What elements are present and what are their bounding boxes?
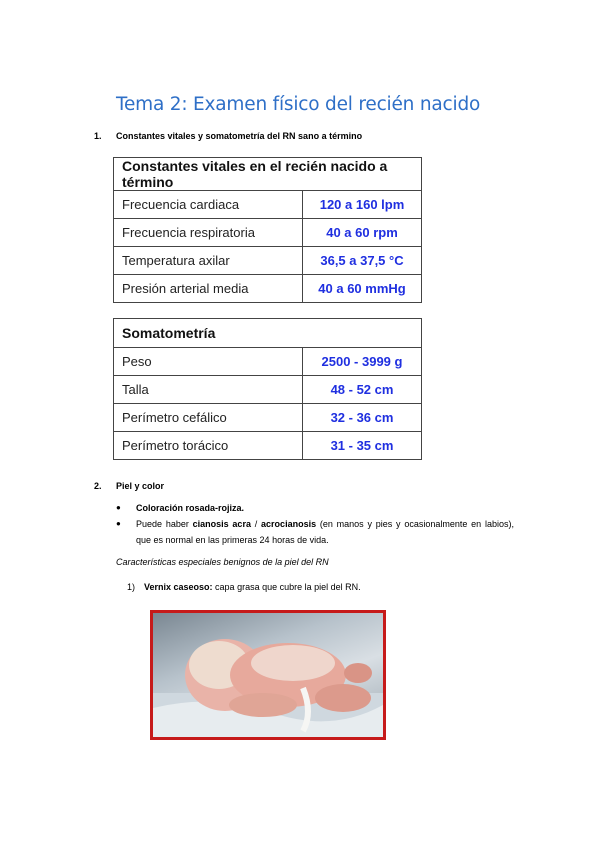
row-label: Frecuencia cardiaca xyxy=(114,191,303,219)
table-row xyxy=(114,275,422,303)
row-value: 31 - 35 cm xyxy=(303,432,422,460)
page-title: Tema 2: Examen físico del recién nacido xyxy=(116,94,481,115)
row-label: Talla xyxy=(114,376,303,404)
section-number: 1. xyxy=(94,131,102,141)
table-row xyxy=(114,376,422,404)
bullet-text: Coloración rosada-rojiza. xyxy=(136,503,245,513)
list-item xyxy=(127,582,361,592)
row-label: Temperatura axilar xyxy=(114,247,303,275)
section-number: 2. xyxy=(94,481,102,491)
row-value: 2500 - 3999 g xyxy=(303,348,422,376)
bullet-term: cianosis acra xyxy=(192,519,251,529)
table-row xyxy=(114,348,422,376)
row-label: Frecuencia respiratoria xyxy=(114,219,303,247)
row-label: Perímetro torácico xyxy=(114,432,303,460)
bullet-text: / xyxy=(250,519,262,529)
somatometry-table-header: Somatometría xyxy=(114,319,422,348)
item-number: 1) xyxy=(127,582,136,592)
skin-features-subtitle: Características especiales benignos de la piel del RN xyxy=(116,557,329,567)
bullet-item xyxy=(116,500,514,516)
bullet-item xyxy=(116,516,514,548)
table-row xyxy=(114,191,422,219)
section-label: Constantes vitales y somatometría del RN sano a término xyxy=(116,131,363,141)
row-value: 40 a 60 mmHg xyxy=(303,275,422,303)
section-label: Piel y color xyxy=(116,481,165,491)
table-row xyxy=(114,432,422,460)
skin-bullets xyxy=(116,500,514,548)
row-label: Presión arterial media xyxy=(114,275,303,303)
table-row xyxy=(114,404,422,432)
row-value: 48 - 52 cm xyxy=(303,376,422,404)
newborn-vernix-photo xyxy=(150,610,386,740)
row-value: 40 a 60 rpm xyxy=(303,219,422,247)
item-description: capa grasa que cubre la piel del RN. xyxy=(212,582,361,592)
bullet-text: (en manos y pies y ocasionalmente en labios), que es normal en las primeras 24 horas de vida. xyxy=(136,519,514,545)
section-1-heading xyxy=(94,131,362,141)
item-term: Vernix caseoso: xyxy=(144,582,213,592)
row-label: Perímetro cefálico xyxy=(114,404,303,432)
bullet-term: acrocianosis xyxy=(261,519,317,529)
row-value: 36,5 a 37,5 °C xyxy=(303,247,422,275)
vitals-table xyxy=(113,157,422,303)
row-label: Peso xyxy=(114,348,303,376)
row-value: 32 - 36 cm xyxy=(303,404,422,432)
section-2-heading xyxy=(94,481,164,491)
vitals-table-header: Constantes vitales en el recién nacido a término xyxy=(114,158,422,191)
newborn-illustration xyxy=(153,613,383,737)
table-row xyxy=(114,219,422,247)
bullet-text: Puede haber xyxy=(136,519,193,529)
row-value: 120 a 160 lpm xyxy=(303,191,422,219)
somatometry-table xyxy=(113,318,422,460)
table-row xyxy=(114,247,422,275)
